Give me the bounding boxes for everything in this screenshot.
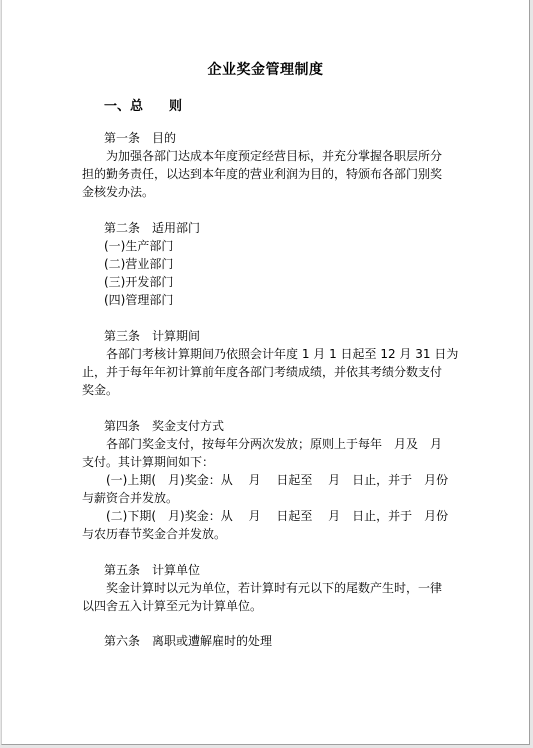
article-1-text-line: 金核发办法。 xyxy=(82,185,155,199)
article-1-heading: 第一条 目的 xyxy=(104,131,177,145)
article-4-text-line: (二)下期( 月)奖金：从 月 日起至 月 日止，并于 月份 xyxy=(82,509,449,523)
article-2-item: (二)营业部门 xyxy=(104,257,174,271)
article-4-text-line: 支付。其计算期间如下： xyxy=(82,455,215,469)
article-3-text-line: 奖金。 xyxy=(82,383,119,397)
article-4-heading: 第四条 奖金支付方式 xyxy=(104,419,225,433)
article-5-heading: 第五条 计算单位 xyxy=(104,563,201,577)
article-2-item: (三)开发部门 xyxy=(104,275,174,289)
article-3-text-line: 止，并于每年年初计算前年度各部门考绩成绩，并依其考绩分数支付 xyxy=(82,365,443,379)
article-3-text-line: 各部门考核计算期间乃依照会计年度 1 月 1 日起至 12 月 31 日为 xyxy=(82,347,459,361)
article-4-text-line: (一)上期( 月)奖金：从 月 日起至 月 日止，并于 月份 xyxy=(82,473,449,487)
article-1-text-line: 担的勤务责任，以达到本年度的营业利润为目的，特颁布各部门别奖 xyxy=(82,167,443,181)
article-5-text-line: 奖金计算时以元为单位，若计算时有元以下的尾数产生时，一律 xyxy=(82,581,443,595)
article-2-item: (一)生产部门 xyxy=(104,239,174,253)
article-4-text-line: 与农历春节奖金合并发放。 xyxy=(82,527,227,541)
article-2-item: (四)管理部门 xyxy=(104,293,174,307)
document-title: 企业奖金管理制度 xyxy=(207,62,324,78)
document-page xyxy=(1,0,530,745)
article-2-heading: 第二条 适用部门 xyxy=(104,221,201,235)
section-heading: 一、总 则 xyxy=(104,99,183,114)
article-5-text-line: 以四舍五入计算至元为计算单位。 xyxy=(82,599,263,613)
article-6-heading: 第六条 离职或遭解雇时的处理 xyxy=(104,634,273,648)
article-4-text-line: 各部门奖金支付，按每年分两次发放；原则上于每年 月及 月 xyxy=(82,437,443,451)
article-3-heading: 第三条 计算期间 xyxy=(104,329,201,343)
article-4-text-line: 与薪资合并发放。 xyxy=(82,491,179,505)
article-1-text-line: 为加强各部门达成本年度预定经营目标，并充分掌握各职层所分 xyxy=(82,149,443,163)
